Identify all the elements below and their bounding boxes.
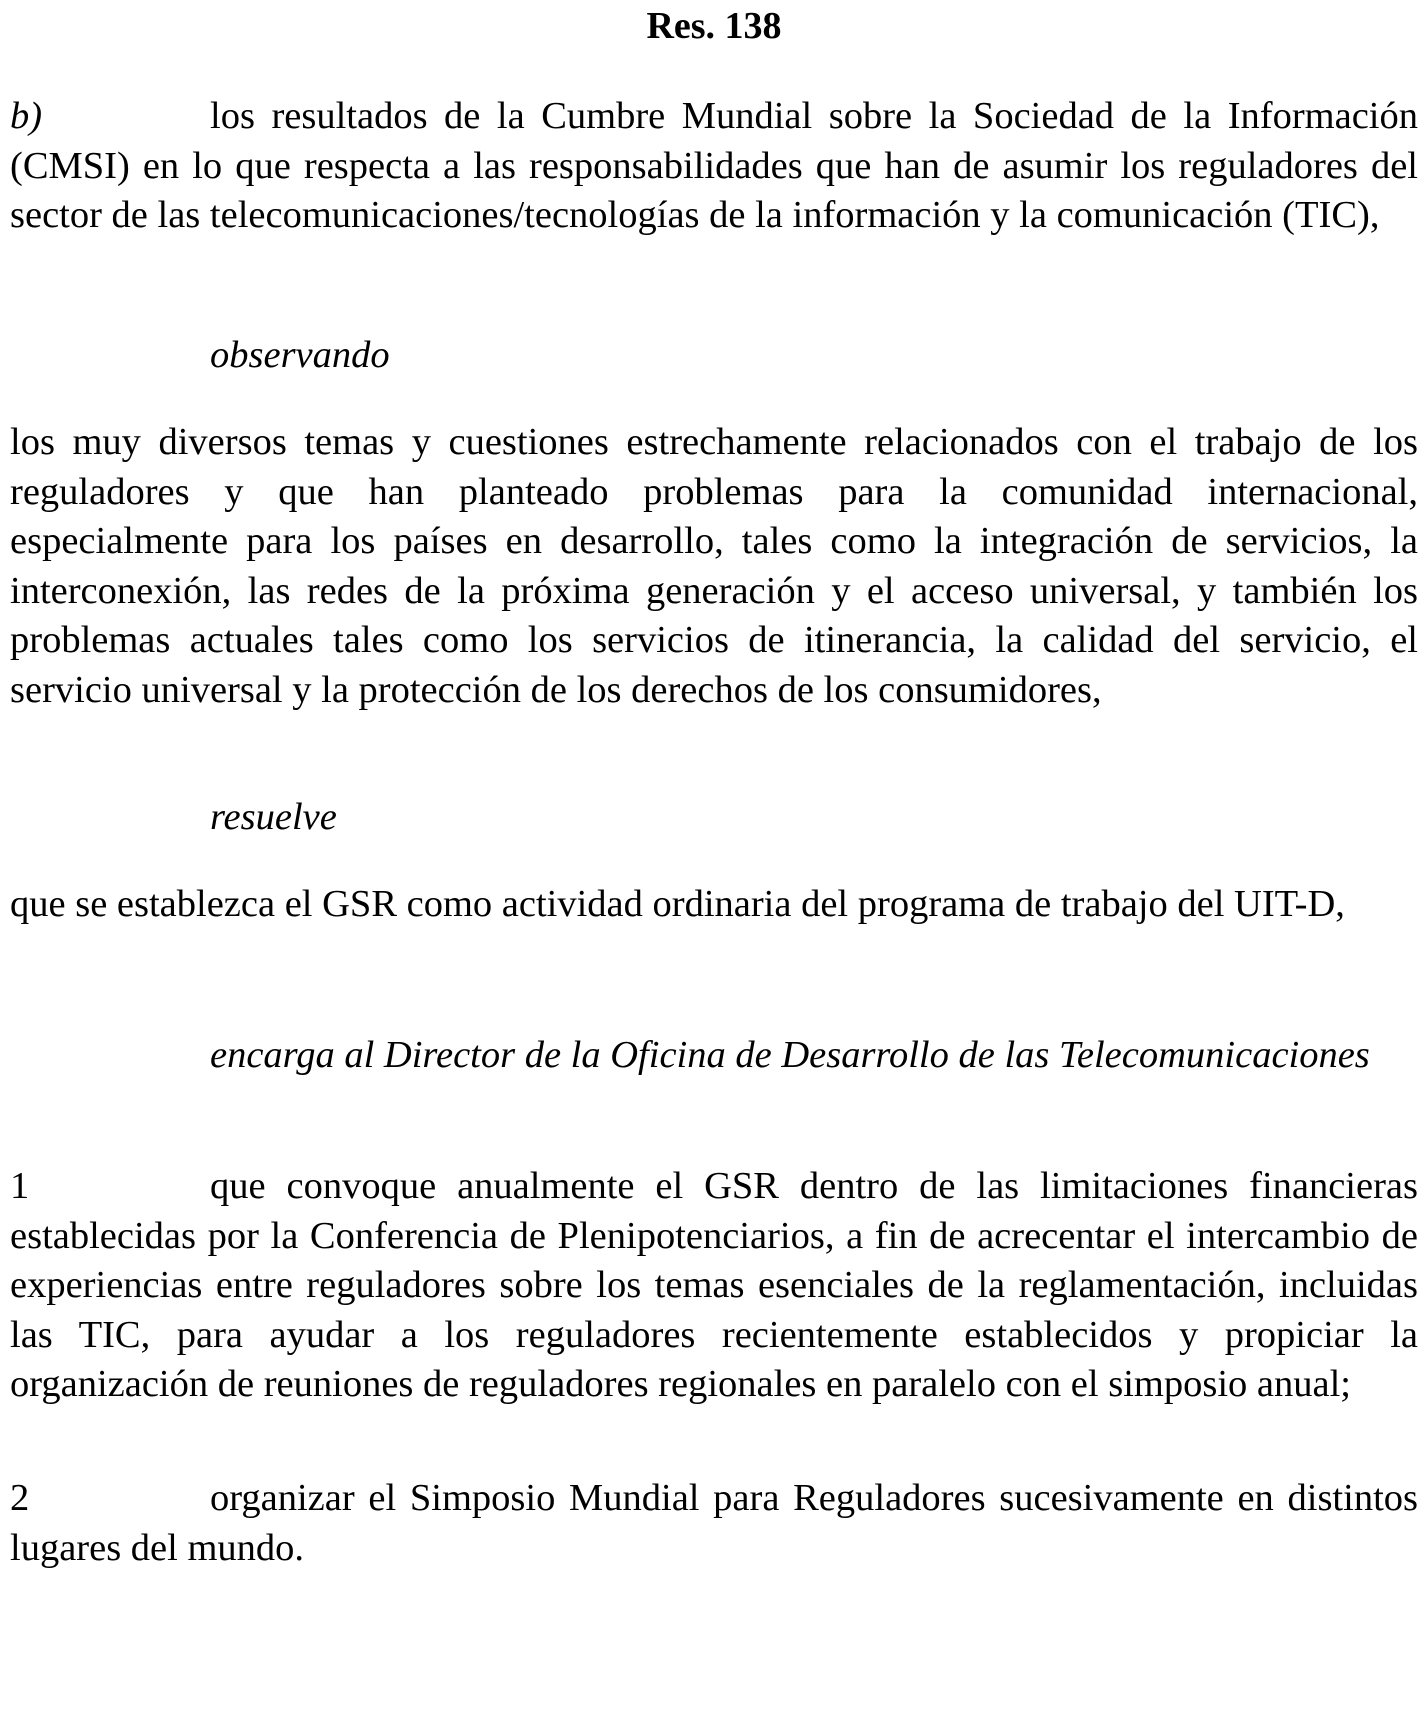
- encarga-item-2: [10, 1474, 1418, 1573]
- observando-heading: observando: [210, 334, 390, 376]
- encarga-item-1: [10, 1162, 1418, 1410]
- observando-paragraph: los muy diversos temas y cuestiones estrechamente relacionados con el trabajo de los reguladores y que han planteado problemas para la comunidad internacional, especialmente para los países en desarrollo, tales como la integración de servicios, la interconexión, las redes de la próxima generación y el acceso universal, y también los problemas actuales tales como los servicios de itinerancia, la calidad del servicio, el servicio universal y la protección de los derechos de los consumidores,: [10, 421, 1418, 711]
- consideration-b-paragraph: [10, 92, 1418, 241]
- encarga-item-1-text: que convoque anualmente el GSR dentro de las limitaciones financieras establecidas por la Conferencia de Plenipotenciarios, a fin de acrecentar el intercambio de experiencias entre reguladores sobre los temas esenciales de la reglamentación, incluidas las TIC, para ayudar a los reguladores recientemente establecidos y propiciar la organización de reuniones de reguladores regionales en paralelo con el simposio anual;: [10, 1165, 1418, 1405]
- consideration-b-marker: b): [10, 95, 43, 137]
- consideration-b-text: los resultados de la Cumbre Mundial sobre la Sociedad de la Información (CMSI) en lo que respecta a las responsabilidades que han de asumir los reguladores del sector de las telecomunicaciones/tecnologías de la información y la comunicación (TIC),: [10, 95, 1418, 236]
- resuelve-paragraph: que se establezca el GSR como actividad ordinaria del programa de trabajo del UIT-D,: [10, 883, 1345, 925]
- encarga-item-2-text: organizar el Simposio Mundial para Reguladores sucesivamente en distintos lugares del mundo.: [10, 1477, 1418, 1569]
- page-header: Res. 138: [646, 5, 782, 47]
- encarga-item-2-number: 2: [10, 1477, 30, 1519]
- encarga-heading: encarga al Director de la Oficina de Desarrollo de las Telecomunicaciones: [210, 1034, 1370, 1076]
- encarga-item-1-number: 1: [10, 1165, 30, 1207]
- resuelve-heading: resuelve: [210, 796, 337, 838]
